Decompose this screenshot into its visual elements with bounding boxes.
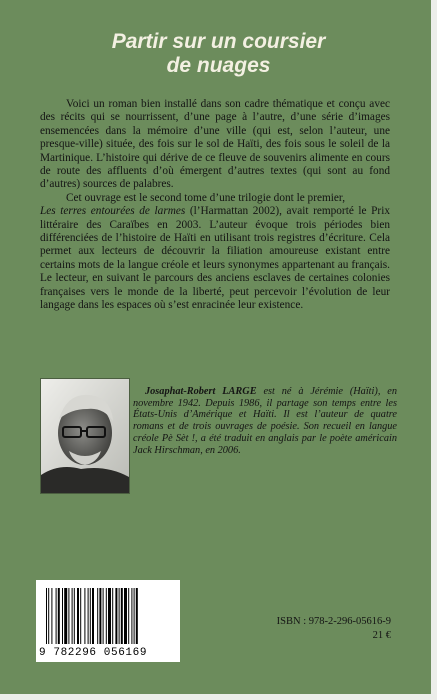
paragraph-2-rest: (l’Harmattan 2002), avait remporté le Prix littéraire des Caraïbes en 2003. L’auteur évoque trois périodes bien différenciées de l’histoire de Haïti en utilisant trois registres d’écriture. Cela permet aux lecteurs de découvrir la filiation amoureuse existant entre certains mots de la langue créole et leurs synonymes appartenant au français. Le lecteur, en suivant le parcours des anciens esclaves de certaines colonies françaises vers le monde de la liberté, peut percevoir l’évolution de leur langage dans les espaces où s’est enracinée leur existence. <box>40 205 390 312</box>
author-portrait-image <box>41 379 129 493</box>
isbn-number: ISBN : 978-2-296-05616-9 <box>276 616 391 627</box>
author-photo <box>40 378 130 494</box>
author-bio <box>133 386 397 456</box>
page-edge-bottom <box>0 694 437 700</box>
previous-book-title: Les terres entourées de larmes <box>40 205 186 218</box>
title-line-2: de nuages <box>166 54 271 77</box>
book-title <box>0 30 437 78</box>
title-line-1: Partir sur un coursier <box>111 30 326 53</box>
paragraph-2-lead: Cet ouvrage est le second tome d’une trilogie dont le premier, <box>66 191 346 204</box>
page-edge-right <box>431 0 437 700</box>
author-bio-text: est né à Jérémie (Haïti), en novembre 1942. Depuis 1986, il partage son temps entre les États-Unis d’Amérique et Haïti. Il est l’auteur de quatre romans et de trois ouvrages de poésie. Son recueil en langue créole Pè Sèt !, a été traduit en anglais par le poète américain Jack Hirschman, en 2006. <box>133 386 397 456</box>
price: 21 € <box>372 630 391 641</box>
isbn-block <box>277 615 391 643</box>
author-bio-paragraph <box>133 386 397 456</box>
synopsis <box>40 98 390 313</box>
barcode-digits: 9 782296 056169 <box>39 647 148 659</box>
synopsis-paragraph-2 <box>40 192 390 313</box>
synopsis-paragraph-1: Voici un roman bien installé dans son cadre thématique et conçu avec des récits qui se nourrissent, d’une page à l’autre, d’une série d’images ensemencées dans la mémoire d’une ville (qui est, selon l’auteur, une presque-ville) située, des fois sur le sol de Haïti, des fois sous le soleil de la Martinique. L’histoire qui dérive de ce fleuve de souvenirs alimente en cours de route des affluents d’où émergent d’autres textes (qui sont au fond d’autres) sources de palabres. <box>40 98 390 191</box>
author-name: Josaphat-Robert LARGE <box>145 386 257 397</box>
barcode <box>36 580 180 662</box>
barcode-bars <box>46 588 170 644</box>
